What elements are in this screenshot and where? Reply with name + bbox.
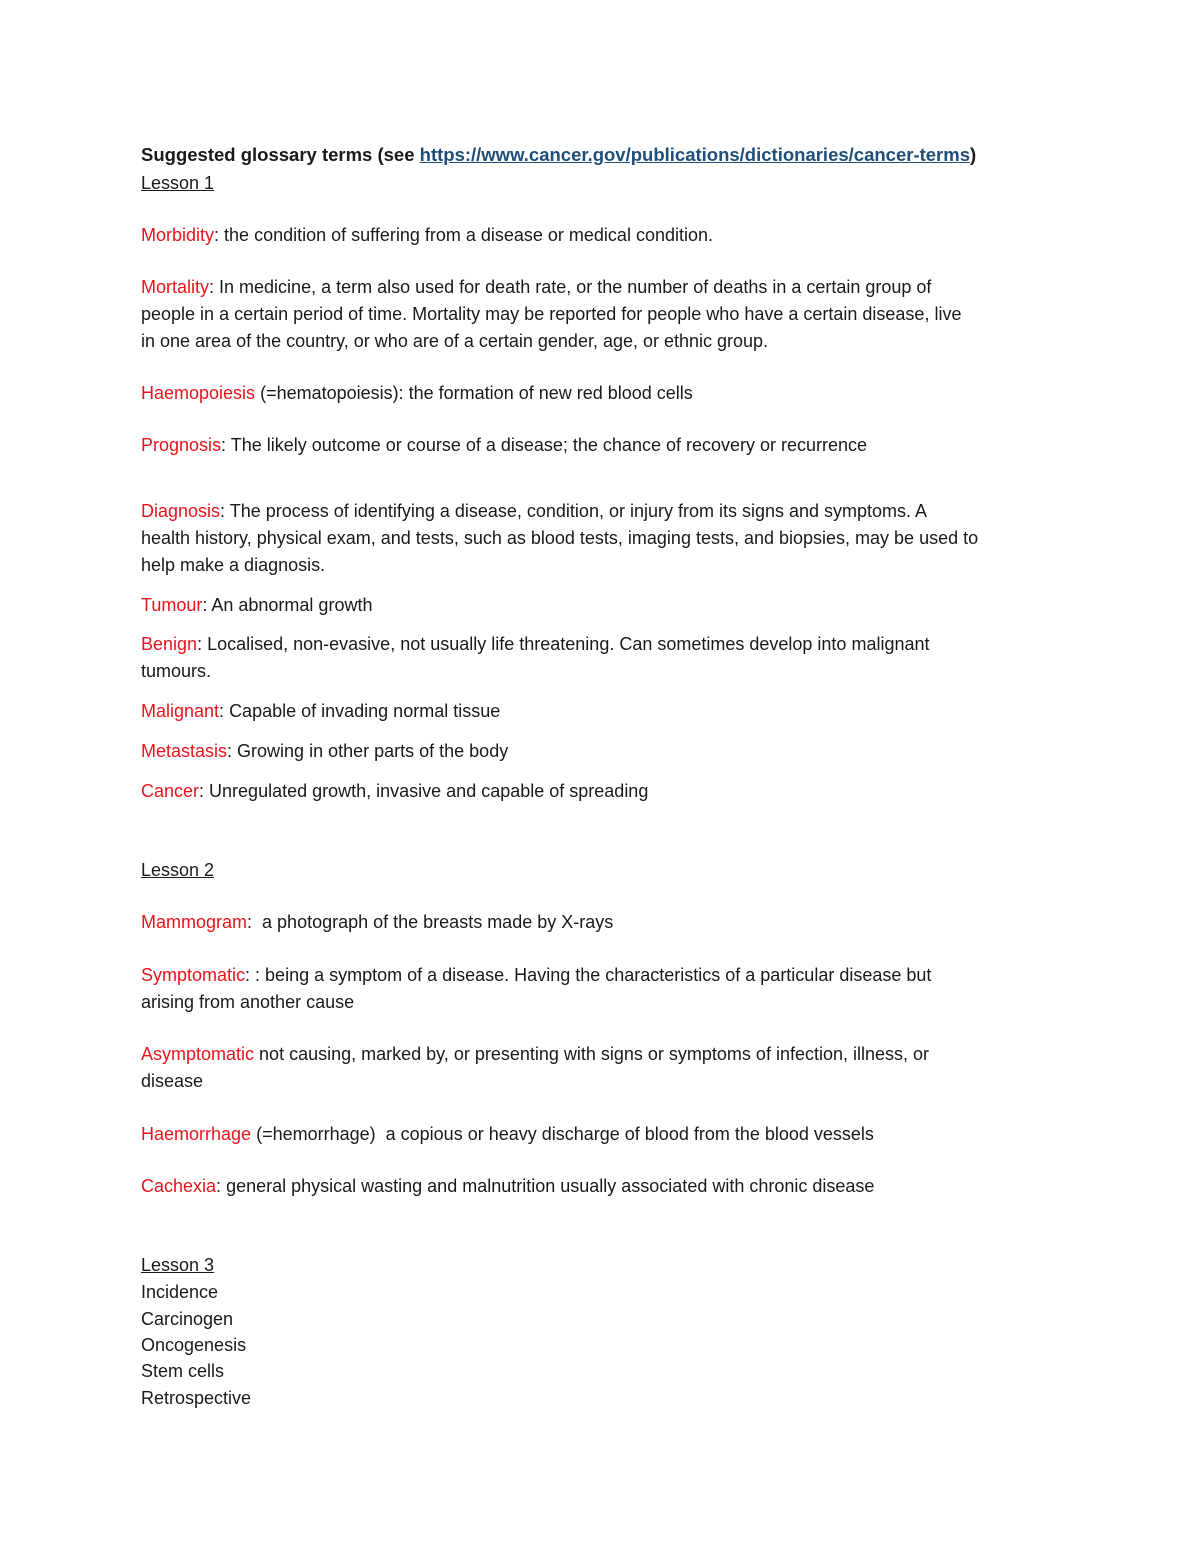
lesson-2-heading: Lesson 2	[141, 860, 215, 880]
term-label: Malignant	[141, 701, 220, 721]
list-item: Incidence	[141, 1282, 219, 1302]
glossary-entry-cachexia	[141, 1173, 874, 1199]
title-text: Suggested glossary terms (see	[141, 144, 420, 165]
term-separator: :	[221, 435, 231, 455]
list-item: Carcinogen	[141, 1309, 234, 1329]
term-label: Mortality	[141, 277, 210, 297]
definition-text: Unregulated growth, invasive and capable of spreading	[209, 781, 649, 801]
term-label: Prognosis	[141, 435, 222, 455]
definition-text: general physical wasting and malnutrition usually associated with chronic disease	[226, 1176, 875, 1196]
term-label: Diagnosis	[141, 501, 221, 521]
glossary-entry-prognosis	[141, 432, 867, 458]
definition-continuation: disease	[141, 1071, 204, 1091]
glossary-entry-mammogram	[141, 909, 613, 935]
term-separator: :	[219, 701, 230, 721]
list-item: Oncogenesis	[141, 1335, 247, 1355]
glossary-entry-haemorrhage	[141, 1121, 874, 1147]
document-title	[141, 142, 976, 168]
list-item: Retrospective	[141, 1388, 252, 1408]
definition-text: An abnormal growth	[211, 595, 373, 615]
term-label: Cachexia	[141, 1176, 217, 1196]
document-page	[141, 0, 1071, 1553]
glossary-entry-metastasis	[141, 738, 508, 764]
term-separator: :	[202, 595, 212, 615]
definition-continuation: tumours.	[141, 661, 212, 681]
lesson-1-heading: Lesson 1	[141, 173, 215, 193]
definition-continuation: arising from another cause	[141, 992, 355, 1012]
definition-continuation: in one area of the country, or who are of a certain gender, age, or ethnic group.	[141, 331, 769, 351]
glossary-entry-symptomatic	[141, 962, 931, 988]
term-label: Asymptomatic	[141, 1044, 255, 1064]
term-separator: :	[209, 277, 220, 297]
term-separator: :	[214, 225, 225, 245]
term-label: Mammogram	[141, 912, 248, 932]
definition-text: The likely outcome or course of a disease; the chance of recovery or recurrence	[230, 435, 868, 455]
glossary-entry-asymptomatic	[141, 1041, 929, 1067]
definition-text: the condition of suffering from a disease or medical condition.	[224, 225, 713, 245]
term-separator: :	[247, 912, 263, 932]
glossary-entry-diagnosis	[141, 498, 927, 524]
term-separator: :	[227, 741, 238, 761]
definition-continuation: people in a certain period of time. Mortality may be reported for people who have a certain disease, live	[141, 304, 962, 324]
term-label: Morbidity	[141, 225, 215, 245]
definition-text: Capable of invading normal tissue	[229, 701, 501, 721]
term-label: Haemopoiesis	[141, 383, 256, 403]
glossary-entry-tumour	[141, 592, 372, 618]
term-label: Metastasis	[141, 741, 228, 761]
lesson-3-heading: Lesson 3	[141, 1255, 215, 1275]
glossary-entry-haemopoiesis	[141, 380, 693, 406]
cancer-terms-link[interactable]: https://www.cancer.gov/publications/dictionaries/cancer-terms	[419, 144, 970, 165]
term-separator: :	[199, 781, 210, 801]
definition-text: Localised, non-evasive, not usually life threatening. Can sometimes develop into malignant	[207, 634, 930, 654]
glossary-entry-mortality	[141, 274, 931, 300]
term-label: Benign	[141, 634, 198, 654]
glossary-entry-malignant	[141, 698, 500, 724]
definition-text: In medicine, a term also used for death rate, or the number of deaths in a certain group of	[219, 277, 932, 297]
definition-text: (=hematopoiesis): the formation of new red blood cells	[260, 383, 693, 403]
term-separator: :	[245, 965, 256, 985]
definition-text: a photograph of the breasts made by X-rays	[262, 912, 614, 932]
term-label: Haemorrhage	[141, 1124, 252, 1144]
term-separator: :	[220, 501, 230, 521]
definition-text: not causing, marked by, or presenting with signs or symptoms of infection, illness, or	[259, 1044, 930, 1064]
definition-text: The process of identifying a disease, condition, or injury from its signs and symptoms. A	[229, 501, 928, 521]
definition-text: : being a symptom of a disease. Having the characteristics of a particular disease but	[255, 965, 932, 985]
term-label: Tumour	[141, 595, 203, 615]
list-item: Stem cells	[141, 1361, 225, 1381]
term-label: Symptomatic	[141, 965, 246, 985]
glossary-entry-benign	[141, 631, 930, 657]
definition-text: Growing in other parts of the body	[237, 741, 509, 761]
title-suffix: )	[970, 144, 977, 165]
term-label: Cancer	[141, 781, 200, 801]
definition-continuation: help make a diagnosis.	[141, 555, 326, 575]
definition-text: (=hemorrhage) a copious or heavy discharge of blood from the blood vessels	[256, 1124, 874, 1144]
definition-continuation: health history, physical exam, and tests, such as blood tests, imaging tests, and biopsies, may be used to	[141, 528, 979, 548]
term-separator: :	[216, 1176, 227, 1196]
glossary-entry-cancer	[141, 778, 648, 804]
glossary-entry-morbidity	[141, 222, 713, 248]
term-separator: :	[197, 634, 208, 654]
